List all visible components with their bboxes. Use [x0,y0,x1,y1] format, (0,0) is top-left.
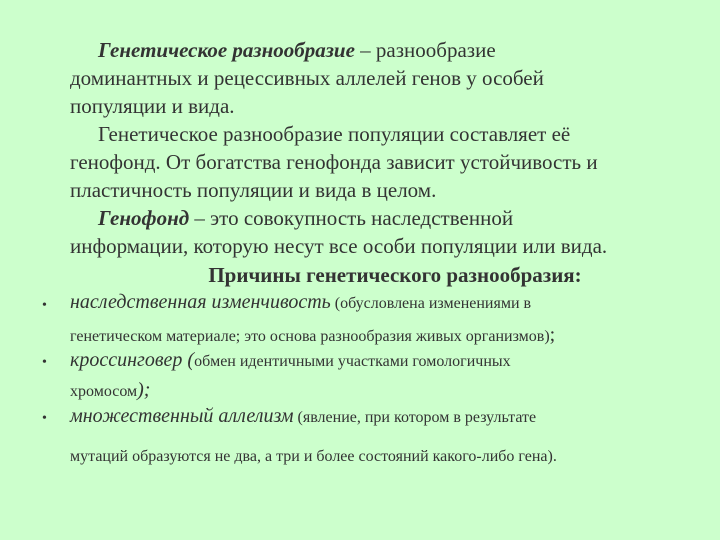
bullet-marker: • [42,411,47,426]
term-genetic-diversity: Генетическое разнообразие [98,38,355,62]
bullet-marker: • [42,298,47,313]
term-multiple-allelism: множественный аллелизм [70,405,294,427]
paragraph-gene-pool-stability [70,120,710,204]
p3-line1: – это совокупность наследственной [189,206,514,230]
p1-line3: популяции и вида. [70,94,235,118]
bullet-marker: • [42,355,47,370]
p2-line2: генофонд. От богатства генофонда зависит устойчивость и [70,150,598,174]
p1-line2: доминантных и рецессивных аллелей генов у особей [70,66,544,90]
paragraph-gene-pool-definition [70,204,710,260]
term-crossing-over: кроссинговер [70,349,183,371]
p3-line2: информации, которую несут все особи популяции или вида. [70,234,608,258]
paragraph-genetic-diversity [70,36,710,120]
term-gene-pool: Генофонд [98,206,190,230]
p1-line1: – разнообразие [354,38,496,62]
causes-heading: Причины генетического разнообразия: [208,263,582,287]
term-hereditary-variability: наследственная изменчивость [70,291,331,313]
slide: Генетическое разнообразие – разнообразие доминантных и рецессивных аллелей генов у особей популяции и вида. Генетическое разнообразие популяции составляет её генофонд. От богатства генофонда зависит устойчивость и пластичность популяции и вида в целом. Генофонд – это совокупность наследственной информации, которую несут все особи популяции или вида. Причины генетического разнообразия: • наследственная изменчивость (обусловлена изменениями в генетическом материале; это основа разнообразия живых организмов); • кроссинговер (обмен идентичными участками гомологичных хромосом); • множественный аллелизм (явление, при котором в результате мутаций образуются не два, а три и более состояний какого-либо гена). [0,0,720,540]
p2-line1: Генетическое разнообразие популяции составляет её [98,122,571,146]
p2-line3: пластичность популяции и вида в целом. [70,178,437,202]
